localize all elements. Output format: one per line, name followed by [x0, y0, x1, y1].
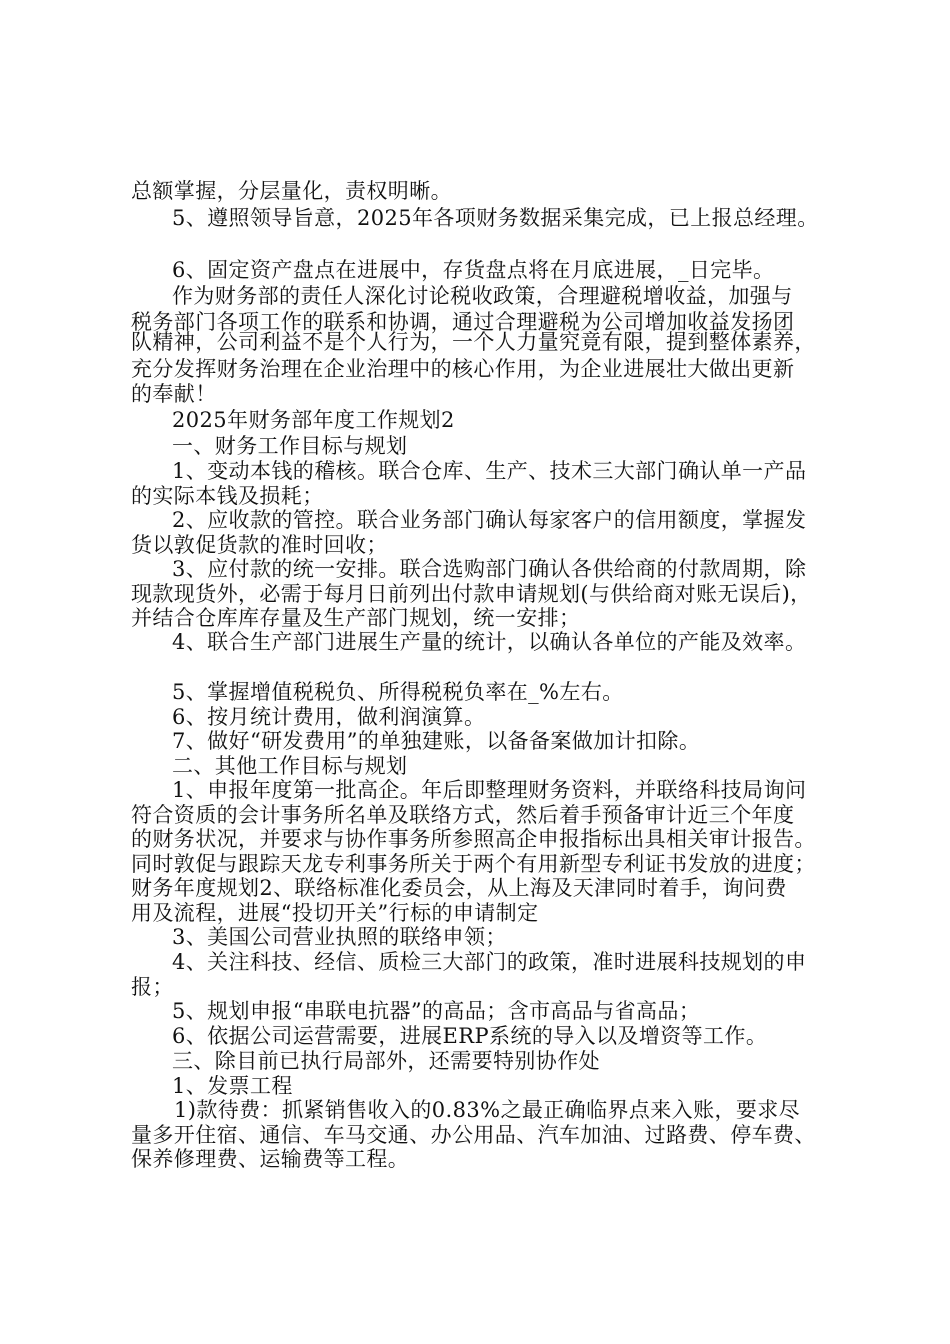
- text-line: 5、规划申报“串联电抗器”的高品；含市高品与省高品；: [172, 999, 701, 1023]
- text-line: 用及流程，进展“投切开关”行标的申请制定: [131, 901, 539, 925]
- text-line: 3、应付款的统一安排。联合选购部门确认各供给商的付款周期，除: [172, 557, 807, 581]
- text-line: 3、美国公司营业执照的联络申领；: [172, 925, 507, 949]
- text-line: 并结合仓库库存量及生产部门规划，统一安排；: [131, 606, 581, 630]
- section-heading: 一、财务工作目标与规划: [172, 434, 408, 458]
- text-line: 的实际本钱及损耗；: [131, 484, 324, 508]
- text-line: 税务部门各项工作的联系和协调，通过合理避税为公司增加收益发扬团: [131, 310, 795, 334]
- text-line: 队精神，公司利益不是个人行为，一个人力量究竟有限，提到整体素养，: [131, 330, 816, 354]
- text-line: 4、联合生产部门进展生产量的统计，以确认各单位的产能及效率。: [172, 630, 807, 654]
- text-line: 总额掌握，分层量化，责权明晰。: [131, 179, 452, 203]
- section-heading: 二、其他工作目标与规划: [172, 754, 408, 778]
- text-line: 货以敦促货款的准时回收；: [131, 533, 388, 557]
- text-line: 现款现货外，必需于每月日前列出付款申请规划(与供给商对账无误后)，: [131, 582, 812, 606]
- text-line: 的财务状况，并要求与协作事务所参照高企申报指标出具相关审计报告。: [131, 827, 816, 851]
- text-line: 报；: [131, 975, 174, 999]
- text-line: 5、遵照领导旨意，2025年各项财务数据采集完成，已上报总经理。: [172, 206, 819, 230]
- text-line: 6、依据公司运营需要，进展ERP系统的导入以及增资等工作。: [172, 1024, 768, 1048]
- text-line: 量多开住宿、通信、车马交通、办公用品、汽车加油、过路费、停车费、: [131, 1123, 816, 1147]
- text-line: 充分发挥财务治理在企业治理中的核心作用，为企业进展壮大做出更新: [131, 357, 795, 381]
- text-line: 7、做好“研发费用”的单独建账，以备备案做加计扣除。: [172, 729, 701, 753]
- text-line: 4、关注科技、经信、质检三大部门的政策，准时进展科技规划的申: [172, 950, 807, 974]
- text-line: 符合资质的会计事务所名单及联络方式，然后着手预备审计近三个年度: [131, 803, 795, 827]
- text-line: 1、申报年度第一批高企。年后即整理财务资料，并联络科技局询问: [172, 778, 807, 802]
- text-line: 1、发票工程: [172, 1074, 293, 1098]
- section-heading: 三、除目前已执行局部外，还需要特别协作处: [172, 1049, 600, 1073]
- text-line: 作为财务部的责任人深化讨论税收政策，合理避税增收益，加强与: [172, 284, 793, 308]
- text-line: 6、按月统计费用，做利润演算。: [172, 705, 486, 729]
- text-line: 财务年度规划2、联络标准化委员会，从上海及天津同时着手，询问费: [131, 876, 787, 900]
- section-heading: 2025年财务部年度工作规划2: [172, 408, 455, 432]
- text-line: 的奉献！: [131, 382, 217, 406]
- text-line: 1、变动本钱的稽核。联合仓库、生产、技术三大部门确认单一产品: [172, 459, 807, 483]
- text-line: 6、固定资产盘点在进展中，存货盘点将在月底进展，_日完毕。: [172, 258, 775, 282]
- text-line: 同时敦促与跟踪天龙专利事务所关于两个有用新型专利证书发放的进度；: [131, 852, 816, 876]
- text-line: 保养修理费、运输费等工程。: [131, 1147, 410, 1171]
- text-line: 5、掌握增值税税负、所得税税负率在_%左右。: [172, 680, 624, 704]
- text-line: 2、应收款的管控。联合业务部门确认每家客户的信用额度，掌握发: [172, 508, 807, 532]
- text-line: 1)款待费：抓紧销售收入的0.83%之最正确临界点来入账，要求尽: [174, 1098, 801, 1122]
